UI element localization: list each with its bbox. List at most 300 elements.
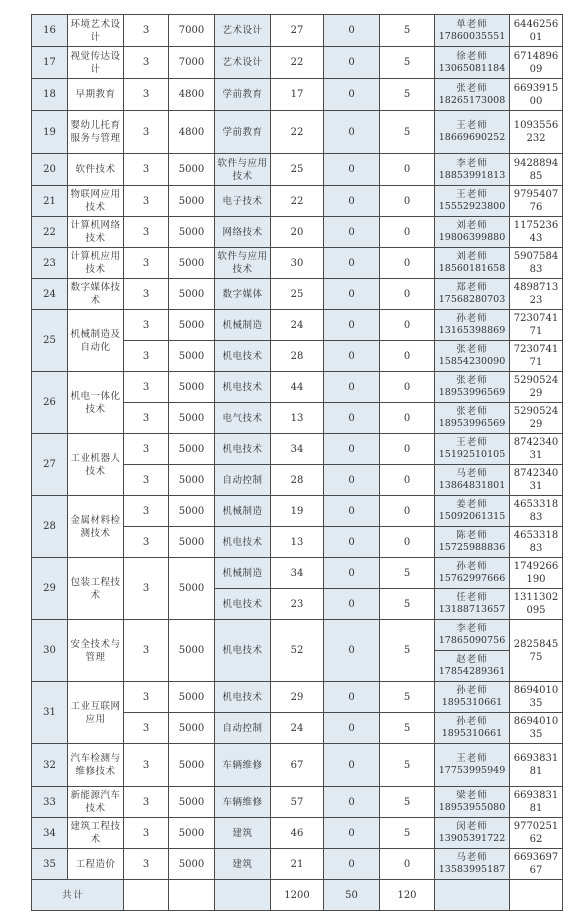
tuition-fee: 5000 — [169, 527, 215, 558]
teacher-phone: 18953955080 — [438, 802, 506, 813]
row-number: 24 — [32, 279, 68, 310]
table-row — [32, 217, 563, 248]
quota-c: 5 — [380, 558, 435, 589]
qq-group: 590758483 — [510, 248, 563, 279]
quota-b: 0 — [324, 403, 380, 434]
enrollment-table — [31, 14, 563, 911]
total-empty-cell — [215, 880, 271, 911]
teacher-name: 张老师 — [456, 406, 488, 417]
teacher-name: 王老师 — [456, 437, 488, 448]
quota-b: 0 — [324, 186, 380, 217]
major-category: 电子技术 — [215, 186, 271, 217]
tuition-fee: 5000 — [169, 465, 215, 496]
teacher-contact — [435, 849, 510, 880]
quota-c: 0 — [380, 154, 435, 186]
quota-a: 46 — [271, 818, 324, 849]
teacher-phone: 17568280703 — [438, 294, 506, 305]
teacher-contact — [435, 496, 510, 527]
quota-a: 24 — [271, 713, 324, 744]
teacher-phone: 15854230090 — [438, 356, 506, 367]
qq-group: 942889485 — [510, 154, 563, 186]
major-name: 机电一体化技术 — [68, 372, 124, 434]
teacher-name: 徐老师 — [456, 50, 488, 62]
tuition-fee: 5000 — [169, 849, 215, 880]
quota-a: 52 — [271, 620, 324, 682]
quota-c: 5 — [380, 111, 435, 154]
teacher-phone: 13583995187 — [438, 864, 506, 875]
quota-a: 22 — [271, 47, 324, 79]
total-empty-cell — [124, 880, 169, 911]
table-row — [32, 186, 563, 217]
teacher-phone: 1895310661 — [441, 697, 503, 708]
quota-b: 0 — [324, 372, 380, 403]
study-years: 3 — [124, 744, 169, 787]
study-years: 3 — [124, 217, 169, 248]
qq-group: 977025162 — [510, 818, 563, 849]
row-number: 17 — [32, 47, 68, 79]
study-years: 3 — [124, 713, 169, 744]
teacher-phone: 18265173008 — [438, 94, 506, 106]
teacher-phone: 13188713657 — [438, 604, 506, 615]
major-category: 学前教育 — [215, 79, 271, 111]
table-row — [32, 849, 563, 880]
tuition-fee: 5000 — [169, 154, 215, 186]
tuition-fee: 5000 — [169, 248, 215, 279]
quota-c: 0 — [380, 403, 435, 434]
teacher-phone: 18953996569 — [438, 387, 506, 398]
qq-group: 671489609 — [510, 47, 563, 79]
study-years: 3 — [124, 341, 169, 372]
qq-group: 869401035 — [510, 713, 563, 744]
study-years: 3 — [124, 47, 169, 79]
total-row — [32, 880, 563, 911]
teacher-contact — [435, 527, 510, 558]
row-number: 19 — [32, 111, 68, 154]
major-category: 车辆维修 — [215, 744, 271, 787]
quota-b: 0 — [324, 310, 380, 341]
total-empty-cell — [510, 880, 563, 911]
teacher-name: 赵老师 — [456, 654, 488, 665]
quota-b: 0 — [324, 713, 380, 744]
qq-group: 723074171 — [510, 310, 563, 341]
tuition-fee: 5000 — [169, 341, 215, 372]
qq-group: 979540776 — [510, 186, 563, 217]
quota-a: 13 — [271, 527, 324, 558]
qq-group: 117523643 — [510, 217, 563, 248]
quota-c: 5 — [380, 47, 435, 79]
qq-group: 869401035 — [510, 682, 563, 713]
tuition-fee: 5000 — [169, 713, 215, 744]
teacher-name: 梁老师 — [456, 790, 488, 801]
major-name: 婴幼儿托育服务与管理 — [68, 111, 124, 154]
teacher-contact — [435, 217, 510, 248]
teacher-contact — [435, 744, 510, 787]
quota-a: 28 — [271, 465, 324, 496]
teacher-phone: 15762997666 — [438, 573, 506, 584]
teacher-phone: 13905391722 — [438, 833, 506, 844]
quota-b: 0 — [324, 341, 380, 372]
major-category: 机电技术 — [215, 527, 271, 558]
quota-b: 0 — [324, 558, 380, 589]
major-category: 学前教育 — [215, 111, 271, 154]
table-row — [32, 79, 563, 111]
table-row — [32, 279, 563, 310]
row-number: 29 — [32, 558, 68, 620]
major-name: 安全技术与管理 — [68, 620, 124, 682]
row-number: 27 — [32, 434, 68, 496]
teacher-name: 刘老师 — [456, 220, 488, 231]
study-years: 3 — [124, 79, 169, 111]
qq-group: 723074171 — [510, 341, 563, 372]
quota-a: 34 — [271, 434, 324, 465]
tuition-fee: 7000 — [169, 47, 215, 79]
row-number: 21 — [32, 186, 68, 217]
teacher-name: 李老师 — [456, 157, 488, 169]
quota-c: 5 — [380, 682, 435, 713]
quota-a: 25 — [271, 154, 324, 186]
teacher-phone: 15192510105 — [438, 449, 506, 460]
table-row — [32, 682, 563, 713]
total-quota-c: 120 — [380, 880, 435, 911]
teacher-phone: 13864831801 — [438, 480, 506, 491]
teacher-phone: 17865090756 — [438, 635, 506, 646]
major-category: 自动控制 — [215, 465, 271, 496]
teacher-name: 王老师 — [456, 189, 488, 200]
quota-b: 0 — [324, 465, 380, 496]
table-row — [32, 310, 563, 341]
teacher-contact — [435, 111, 510, 154]
quota-c: 0 — [380, 279, 435, 310]
teacher-contact — [435, 818, 510, 849]
quota-b: 0 — [324, 787, 380, 818]
major-category: 建筑 — [215, 818, 271, 849]
tuition-fee: 5000 — [169, 310, 215, 341]
row-number: 30 — [32, 620, 68, 682]
major-name: 金属材料检测技术 — [68, 496, 124, 558]
major-category: 机电技术 — [215, 372, 271, 403]
major-name: 数字媒体技术 — [68, 279, 124, 310]
table-row — [32, 47, 563, 79]
major-category: 机械制造 — [215, 558, 271, 589]
teacher-phone: 18560181658 — [438, 263, 506, 274]
study-years: 3 — [124, 434, 169, 465]
teacher-phone: 17753995949 — [438, 765, 506, 776]
tuition-fee: 5000 — [169, 434, 215, 465]
quota-a: 20 — [271, 217, 324, 248]
teacher-contact — [435, 403, 510, 434]
teacher-contact — [435, 713, 510, 744]
study-years: 3 — [124, 787, 169, 818]
teacher-name: 任老师 — [456, 592, 488, 603]
row-number: 26 — [32, 372, 68, 434]
major-name: 计算机应用技术 — [68, 248, 124, 279]
teacher-contact — [435, 465, 510, 496]
major-category: 机电技术 — [215, 589, 271, 620]
quota-b: 0 — [324, 434, 380, 465]
teacher-name: 李老师 — [456, 623, 488, 634]
total-label: 共计 — [32, 880, 124, 911]
qq-group: 1093556232 — [510, 111, 563, 154]
major-category: 机电技术 — [215, 341, 271, 372]
major-category: 机械制造 — [215, 310, 271, 341]
quota-b: 0 — [324, 589, 380, 620]
quota-b: 0 — [324, 15, 380, 47]
teacher-phone: 15092061315 — [438, 511, 506, 522]
teacher-contact — [435, 434, 510, 465]
major-category: 自动控制 — [215, 713, 271, 744]
major-name: 汽车检测与维修技术 — [68, 744, 124, 787]
quota-c: 5 — [380, 589, 435, 620]
major-name: 工业机器人技术 — [68, 434, 124, 496]
quota-b: 0 — [324, 79, 380, 111]
qq-group: 669383181 — [510, 787, 563, 818]
study-years: 3 — [124, 186, 169, 217]
tuition-fee: 5000 — [169, 496, 215, 527]
teacher-name: 孙老师 — [456, 716, 488, 727]
qq-group: 489871323 — [510, 279, 563, 310]
quota-c: 5 — [380, 620, 435, 682]
row-number: 28 — [32, 496, 68, 558]
teacher-contact — [435, 310, 510, 341]
major-category: 机电技术 — [215, 434, 271, 465]
qq-group: 669383181 — [510, 744, 563, 787]
teacher-name: 张老师 — [456, 82, 488, 94]
major-name: 新能源汽车技术 — [68, 787, 124, 818]
teacher-phone: 15552923800 — [438, 201, 506, 212]
study-years: 3 — [124, 279, 169, 310]
tuition-fee: 5000 — [169, 217, 215, 248]
qq-group: 282584575 — [510, 620, 563, 682]
major-category: 网络技术 — [215, 217, 271, 248]
row-number: 20 — [32, 154, 68, 186]
quota-c: 0 — [380, 849, 435, 880]
teacher-contact — [435, 787, 510, 818]
major-name: 计算机网络技术 — [68, 217, 124, 248]
teacher-name: 闵老师 — [456, 821, 488, 832]
quota-a: 57 — [271, 787, 324, 818]
row-number: 25 — [32, 310, 68, 372]
quota-a: 23 — [271, 589, 324, 620]
quota-a: 21 — [271, 849, 324, 880]
row-number: 32 — [32, 744, 68, 787]
tuition-fee: 5000 — [169, 403, 215, 434]
table-row — [32, 744, 563, 787]
teacher-contact — [435, 79, 510, 111]
tuition-fee: 5000 — [169, 186, 215, 217]
quota-a: 19 — [271, 496, 324, 527]
total-quota-b: 50 — [324, 880, 380, 911]
major-category: 数字媒体 — [215, 279, 271, 310]
teacher-phone: 17860035551 — [438, 30, 506, 42]
teacher-name: 陈老师 — [456, 530, 488, 541]
table-row — [32, 496, 563, 527]
major-category: 艺术设计 — [215, 15, 271, 47]
major-category: 机械制造 — [215, 496, 271, 527]
quota-b: 0 — [324, 111, 380, 154]
tuition-fee: 5000 — [169, 682, 215, 713]
teacher-name: 郑老师 — [456, 282, 488, 293]
teacher-phone: 18669690252 — [438, 132, 506, 143]
quota-c: 5 — [380, 713, 435, 744]
major-name: 工业互联网应用 — [68, 682, 124, 744]
major-name: 早期教育 — [68, 79, 124, 111]
quota-a: 28 — [271, 341, 324, 372]
study-years: 3 — [124, 310, 169, 341]
teacher-name: 张老师 — [456, 344, 488, 355]
teacher-name: 孙老师 — [456, 685, 488, 696]
study-years: 3 — [124, 403, 169, 434]
tuition-fee: 4800 — [169, 111, 215, 154]
row-number: 34 — [32, 818, 68, 849]
quota-a: 30 — [271, 248, 324, 279]
quota-b: 0 — [324, 682, 380, 713]
quota-a: 27 — [271, 15, 324, 47]
teacher-name: 刘老师 — [456, 251, 488, 262]
major-category: 软件与应用技术 — [215, 154, 271, 186]
teacher-phone: 17854289361 — [438, 666, 506, 677]
quota-c: 0 — [380, 341, 435, 372]
qq-group: 669391500 — [510, 79, 563, 111]
tuition-fee: 5000 — [169, 787, 215, 818]
study-years: 3 — [124, 620, 169, 682]
study-years: 3 — [124, 682, 169, 713]
quota-c: 0 — [380, 186, 435, 217]
teacher-phone: 1895310661 — [441, 728, 503, 739]
qq-group: 529052429 — [510, 372, 563, 403]
teacher-contact — [435, 341, 510, 372]
study-years: 3 — [124, 496, 169, 527]
study-years: 3 — [124, 818, 169, 849]
tuition-fee: 5000 — [169, 744, 215, 787]
major-category: 机电技术 — [215, 620, 271, 682]
qq-group: 874234031 — [510, 434, 563, 465]
teacher-contact — [435, 372, 510, 403]
major-name: 视觉传达设计 — [68, 47, 124, 79]
quota-b: 0 — [324, 248, 380, 279]
quota-b: 0 — [324, 279, 380, 310]
quota-c: 0 — [380, 248, 435, 279]
study-years: 3 — [124, 558, 169, 620]
teacher-contact — [435, 186, 510, 217]
major-name: 机械制造及自动化 — [68, 310, 124, 372]
tuition-fee: 5000 — [169, 558, 215, 620]
major-name: 物联网应用技术 — [68, 186, 124, 217]
teacher-name: 孙老师 — [456, 561, 488, 572]
teacher-contact — [435, 558, 510, 589]
teacher-name: 马老师 — [456, 852, 488, 863]
major-category: 车辆维修 — [215, 787, 271, 818]
quota-b: 0 — [324, 47, 380, 79]
major-name: 环境艺术设计 — [68, 15, 124, 47]
teacher-name: 单老师 — [456, 18, 488, 30]
tuition-fee: 5000 — [169, 818, 215, 849]
teacher-contact — [435, 682, 510, 713]
quota-a: 34 — [271, 558, 324, 589]
table-row — [32, 558, 563, 589]
table-row — [32, 372, 563, 403]
qq-group: 1749266190 — [510, 558, 563, 589]
study-years: 3 — [124, 849, 169, 880]
total-empty-cell — [435, 880, 510, 911]
quota-a: 24 — [271, 310, 324, 341]
major-category: 软件与应用技术 — [215, 248, 271, 279]
quota-b: 0 — [324, 154, 380, 186]
quota-a: 25 — [271, 279, 324, 310]
teacher-phone: 18853991813 — [438, 169, 506, 181]
qq-group: 465331883 — [510, 496, 563, 527]
table-row — [32, 154, 563, 186]
study-years: 3 — [124, 372, 169, 403]
qq-group: 529052429 — [510, 403, 563, 434]
quota-b: 0 — [324, 496, 380, 527]
quota-c: 0 — [380, 496, 435, 527]
major-category: 建筑 — [215, 849, 271, 880]
major-name: 包装工程技术 — [68, 558, 124, 620]
major-category: 艺术设计 — [215, 47, 271, 79]
teacher-phone: 18953996569 — [438, 418, 506, 429]
total-quota-a: 1200 — [271, 880, 324, 911]
row-number: 18 — [32, 79, 68, 111]
teacher-phone: 13165398869 — [438, 325, 506, 336]
teacher-contact — [435, 279, 510, 310]
study-years: 3 — [124, 527, 169, 558]
quota-c: 5 — [380, 818, 435, 849]
tuition-fee: 4800 — [169, 79, 215, 111]
quota-c: 0 — [380, 217, 435, 248]
quota-a: 29 — [271, 682, 324, 713]
quota-c: 0 — [380, 527, 435, 558]
quota-a: 44 — [271, 372, 324, 403]
qq-group: 644625601 — [510, 15, 563, 47]
teacher-name: 王老师 — [456, 753, 488, 764]
table-row — [32, 620, 563, 651]
study-years: 3 — [124, 465, 169, 496]
table-row — [32, 787, 563, 818]
quota-c: 0 — [380, 465, 435, 496]
quota-b: 0 — [324, 527, 380, 558]
qq-group: 669369767 — [510, 849, 563, 880]
quota-a: 67 — [271, 744, 324, 787]
table-row — [32, 15, 563, 47]
quota-b: 0 — [324, 818, 380, 849]
quota-a: 17 — [271, 79, 324, 111]
teacher-contact — [435, 154, 510, 186]
table-row — [32, 818, 563, 849]
quota-b: 0 — [324, 620, 380, 682]
table-row — [32, 248, 563, 279]
teacher-contact — [435, 47, 510, 79]
major-category: 机电技术 — [215, 682, 271, 713]
quota-c: 5 — [380, 79, 435, 111]
quota-b: 0 — [324, 744, 380, 787]
row-number: 22 — [32, 217, 68, 248]
study-years: 3 — [124, 154, 169, 186]
major-name: 建筑工程技术 — [68, 818, 124, 849]
teacher-phone: 19806399880 — [438, 232, 506, 243]
teacher-name: 姜老师 — [456, 499, 488, 510]
table-row — [32, 111, 563, 154]
teacher-contact — [435, 15, 510, 47]
teacher-contact — [435, 651, 510, 682]
quota-c: 5 — [380, 15, 435, 47]
quota-a: 13 — [271, 403, 324, 434]
qq-group: 1311302095 — [510, 589, 563, 620]
teacher-name: 孙老师 — [456, 313, 488, 324]
major-name: 工程造价 — [68, 849, 124, 880]
tuition-fee: 7000 — [169, 15, 215, 47]
quota-c: 5 — [380, 744, 435, 787]
quota-c: 0 — [380, 310, 435, 341]
